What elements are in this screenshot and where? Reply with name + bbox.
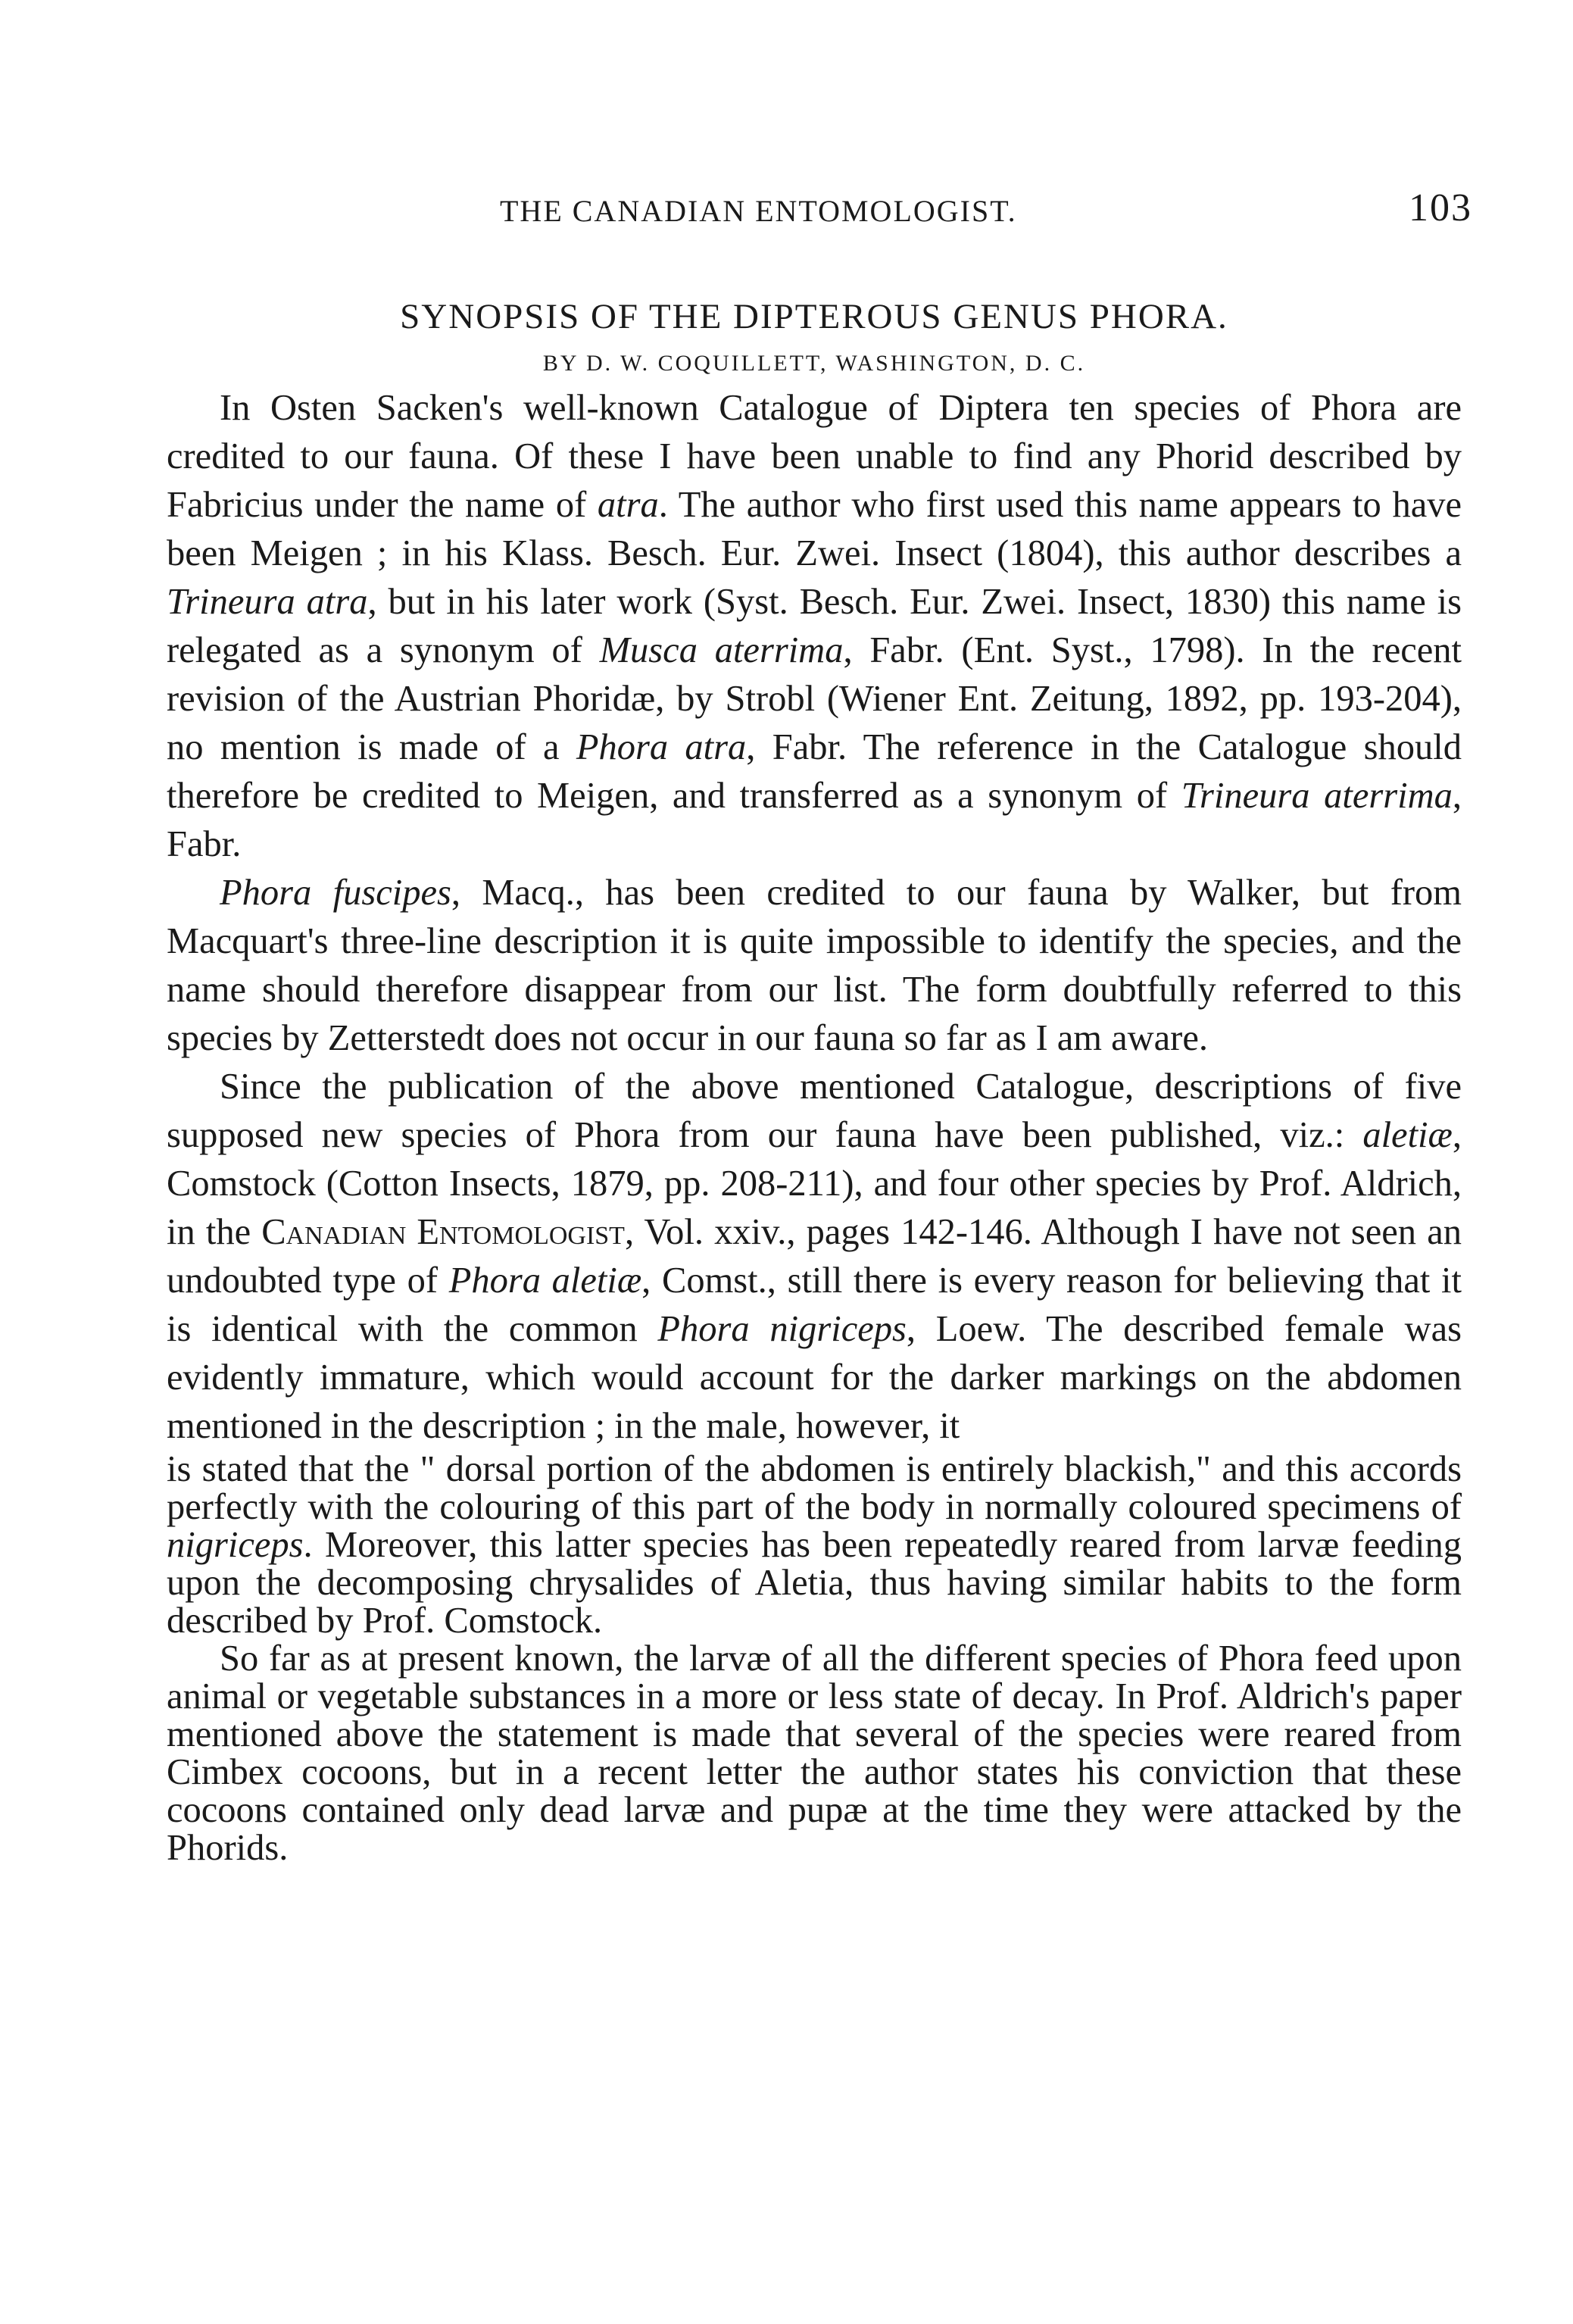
text-run: . Moreover, this latter species has been repeatedly reared from larvæ feeding upon the decomposing chrysalides of Aletia, thus having similar habits to the form described by Prof. Comstock. [167,1525,1462,1641]
paragraph [167,1451,1462,1640]
italic-text: Phora aletiæ [448,1260,642,1301]
text-run: , Fabr. [167,776,1462,864]
running-head [167,186,1472,254]
text-run: , Comst., still there is every reason for believing that it is identical with the common [167,1260,1462,1349]
text-run: , Vol. xxiv., pages 142-146. Although I have not seen an undoubted type of [167,1212,1462,1301]
text-run: , but in his later work (Syst. Besch. Eur. Zwei. Insect, 1830) this name is relegated as a synonym of [167,582,1462,670]
text-run: . The author who first used this name appears to have been Meigen ; in his Klass. Besch. Eur. Zwei. Insect (1804), this author describes a [167,485,1462,573]
byline: BY D. W. COQUILLETT, WASHINGTON, D. C. [542,351,1086,376]
page-number: 103 [1409,186,1472,230]
text-run: In Osten Sacken's well-known Catalogue of Diptera ten species of Phora are credited to our fauna. Of these I have been unable to find any Phorid described by Fabricius under the name of [167,388,1462,525]
italic-text: aletiæ [1362,1115,1453,1155]
text-run: , Fabr. (Ent. Syst., 1798). In the recent revision of the Austrian Phoridæ, by Strobl (Wiener Ent. Zeitung, 1892, pp. 193-204), no mention is made of a [167,630,1462,767]
text-run: is stated that the " dorsal portion of the abdomen is entirely blackish," and this accords perfectly with the colouring of this part of the body in normally coloured specimens of [167,1449,1462,1527]
paragraph [167,384,1462,869]
paragraph [167,1063,1462,1451]
article-title: SYNOPSIS OF THE DIPTEROUS GENUS PHORA. [400,297,1228,336]
italic-text: Musca aterrima [599,630,844,670]
text-run: , Loew. The described female was evidently immature, which would account for the darker markings on the abdomen mentioned in the description ; in the male, however, it [167,1309,1462,1446]
italic-text: atra [597,485,659,525]
italic-text: Phora atra [576,727,747,767]
italic-text: nigriceps [167,1525,304,1565]
page [167,186,1472,1868]
italic-text: Trineura aterrima [1181,776,1453,816]
small-caps-text: Canadian Entomologist [261,1212,625,1252]
italic-text: Phora fuscipes [220,873,451,913]
text-run: , Macq., has been credited to our fauna by Walker, but from Macquart's three-line description it is quite impossible to identify the species, and the name should therefore disappear from our list. The form doubtfully referred to this species by Zetterstedt does not occur in our fauna so far as I am aware. [167,873,1462,1058]
journal-title: THE CANADIAN ENTOMOLOGIST. [500,194,1017,228]
italic-text: Trineura atra [167,582,368,622]
paragraph [167,869,1462,1063]
paragraph [167,1640,1462,1867]
text-run: So far as at present known, the larvæ of all the different species of Phora feed upon animal or vegetable substances in a more or less state of decay. In Prof. Aldrich's paper mentioned above the statement is made that several of the species were reared from Cimbex cocoons, but in a recent letter the author states his conviction that these cocoons contained only dead larvæ and pupæ at the time they were attacked by the Phorids. [167,1638,1462,1868]
text-run: , Comstock (Cotton Insects, 1879, pp. 208-211), and four other species by Prof. Aldrich, in the [167,1115,1462,1252]
text-run: , Fabr. The reference in the Catalogue should therefore be credited to Meigen, and transferred as a synonym of [167,727,1462,816]
italic-text: Phora nigriceps [657,1309,907,1349]
text-run: Since the publication of the above mentioned Catalogue, descriptions of five supposed new species of Phora from our fauna have been published, viz.: [167,1067,1462,1155]
